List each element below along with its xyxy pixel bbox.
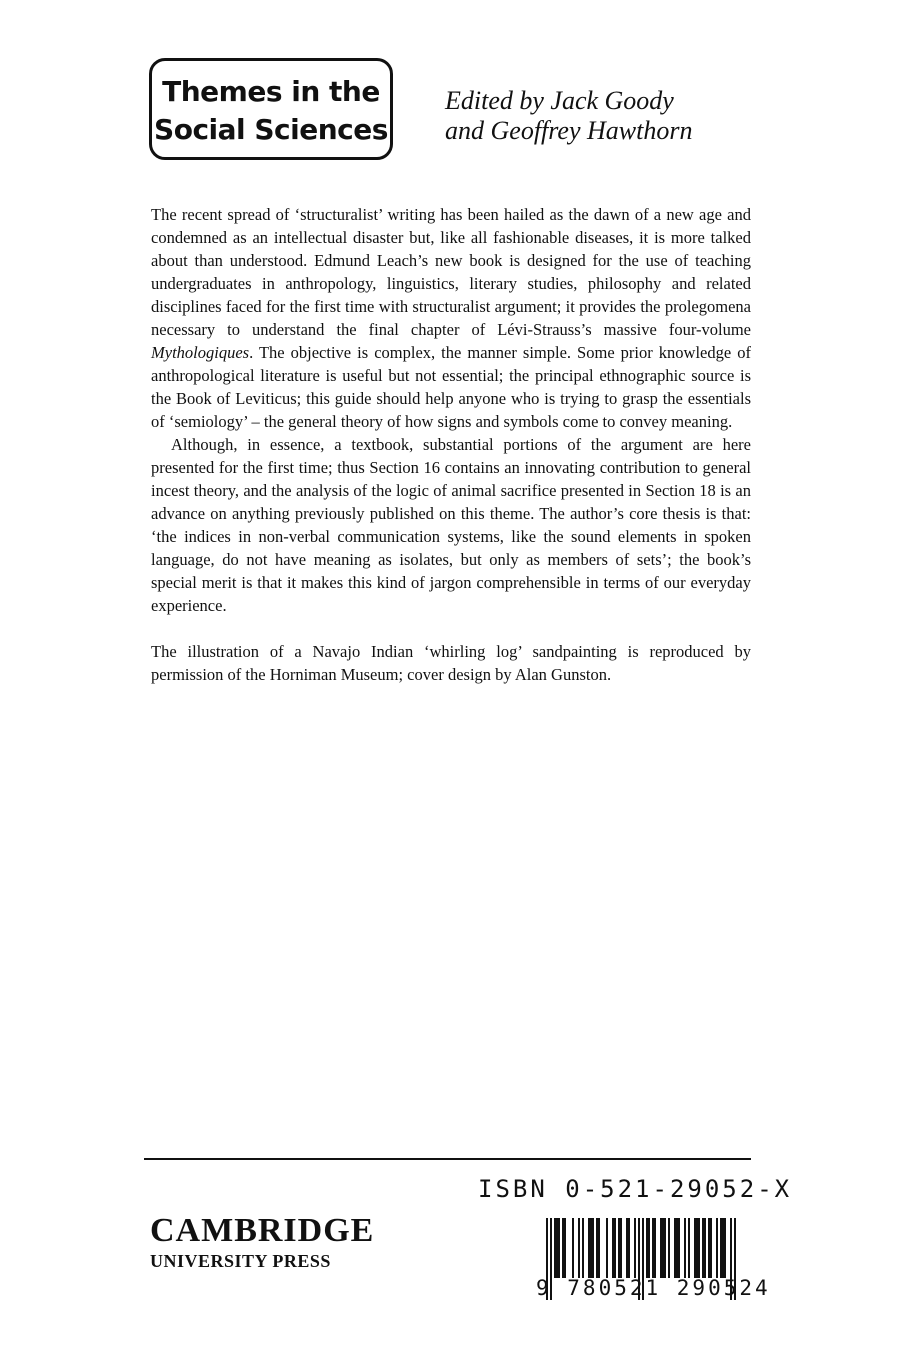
barcode-bar [676, 1218, 678, 1278]
blurb-paragraph-1 [151, 203, 751, 433]
barcode-bar [664, 1218, 666, 1278]
barcode-bar [598, 1218, 600, 1278]
barcode-bar [592, 1218, 594, 1278]
barcode-bar [662, 1218, 664, 1278]
barcode-bar [678, 1218, 680, 1278]
barcode-bar [652, 1218, 654, 1278]
isbn-text: ISBN 0-521-29052-X [478, 1175, 793, 1203]
series-title-line1: Themes in the [162, 75, 380, 108]
barcode-bar [618, 1218, 620, 1278]
barcode-bar [590, 1218, 592, 1278]
barcode-bar [564, 1218, 566, 1278]
barcode-bar [596, 1218, 598, 1278]
barcode-bar [660, 1218, 662, 1278]
barcode-bar [696, 1218, 698, 1278]
barcode-bar [614, 1218, 616, 1278]
barcode-bar [684, 1218, 686, 1278]
barcode-bar [694, 1218, 696, 1278]
barcode-bar [646, 1218, 648, 1278]
barcode-bar [582, 1218, 584, 1278]
blurb-paragraph-2: Although, in essence, a textbook, substantial portions of the argument are here presented for the first time; thus Section 16 contains an innovating contribution to general incest theory, and the analysis of the logic of animal sacrifice presented in Section 18 is an advance on anything previously published on this theme. The author’s core thesis is that: ‘the indices in non-verbal communication systems, like the sound elements in spoken language, do not have meaning as isolates, but only as members of sets’; the book’s special merit is that it makes this kind of jargon comprehensible in terms of our everyday experience. [151, 435, 751, 615]
blurb-book-title: Mythologiques [151, 343, 250, 362]
barcode-bar [606, 1218, 608, 1278]
barcode-bar [648, 1218, 650, 1278]
editors-line2: and Geoffrey Hawthorn [445, 116, 693, 145]
barcode-bar [710, 1218, 712, 1278]
barcode-bar [708, 1218, 710, 1278]
editors-credit [445, 86, 692, 146]
barcode-bar [562, 1218, 564, 1278]
illustration-credit: The illustration of a Navajo Indian ‘whirling log’ sandpainting is reproduced by permission of the Horniman Museum; cover design by Alan Gunston. [151, 642, 751, 684]
barcode-bar [720, 1218, 722, 1278]
barcode-bar [626, 1218, 628, 1278]
barcode-bar [722, 1218, 724, 1278]
barcode-bar [668, 1218, 670, 1278]
editors-line1: Edited by Jack Goody [445, 86, 674, 115]
barcode-bar [634, 1218, 636, 1278]
publisher-subtitle: UNIVERSITY PRESS [150, 1251, 331, 1271]
barcode-digits: 9 780521 290524 [536, 1276, 771, 1300]
barcode-bar [704, 1218, 706, 1278]
divider-rule [144, 1158, 751, 1160]
barcode-bar [556, 1218, 558, 1278]
barcode-bar [578, 1218, 580, 1278]
blurb-p1-before: The recent spread of ‘structuralist’ writing has been hailed as the dawn of a new age and condemned as an intellectual disaster but, like all fashionable diseases, it is more talked about than understood. Edmund Leach’s new book is designed for the use of teaching undergraduates in anthropology, linguistics, literary studies, philosophy and related disciplines faced for the first time with structuralist argument; it provides the prolegomena necessary to understand the final chapter of Lévi-Strauss’s massive four-volume [151, 205, 751, 339]
barcode-bar [688, 1218, 690, 1278]
barcode-bar [558, 1218, 560, 1278]
barcode-bar [554, 1218, 556, 1278]
blurb-p1-after: . The objective is complex, the manner simple. Some prior knowledge of anthropological literature is useful but not essential; the principal ethnographic source is the Book of Leviticus; this guide should help anyone who is trying to grasp the essentials of ‘semiology’ – the general theory of how signs and symbols come to convey meaning. [151, 343, 751, 431]
series-title-line2: Social Sciences [154, 113, 388, 146]
publisher-logo [150, 1212, 374, 1272]
barcode-bar [724, 1218, 726, 1278]
barcode-bar [612, 1218, 614, 1278]
barcode-bar [654, 1218, 656, 1278]
barcode-bar [674, 1218, 676, 1278]
barcode-bar [716, 1218, 718, 1278]
barcode-bar [588, 1218, 590, 1278]
publisher-name: CAMBRIDGE [150, 1212, 375, 1249]
series-logo-box [149, 58, 393, 160]
blurb-text [151, 203, 751, 686]
barcode-bar [572, 1218, 574, 1278]
barcode-bar [702, 1218, 704, 1278]
barcode-bar [620, 1218, 622, 1278]
barcode-bar [628, 1218, 630, 1278]
barcode-bar [698, 1218, 700, 1278]
